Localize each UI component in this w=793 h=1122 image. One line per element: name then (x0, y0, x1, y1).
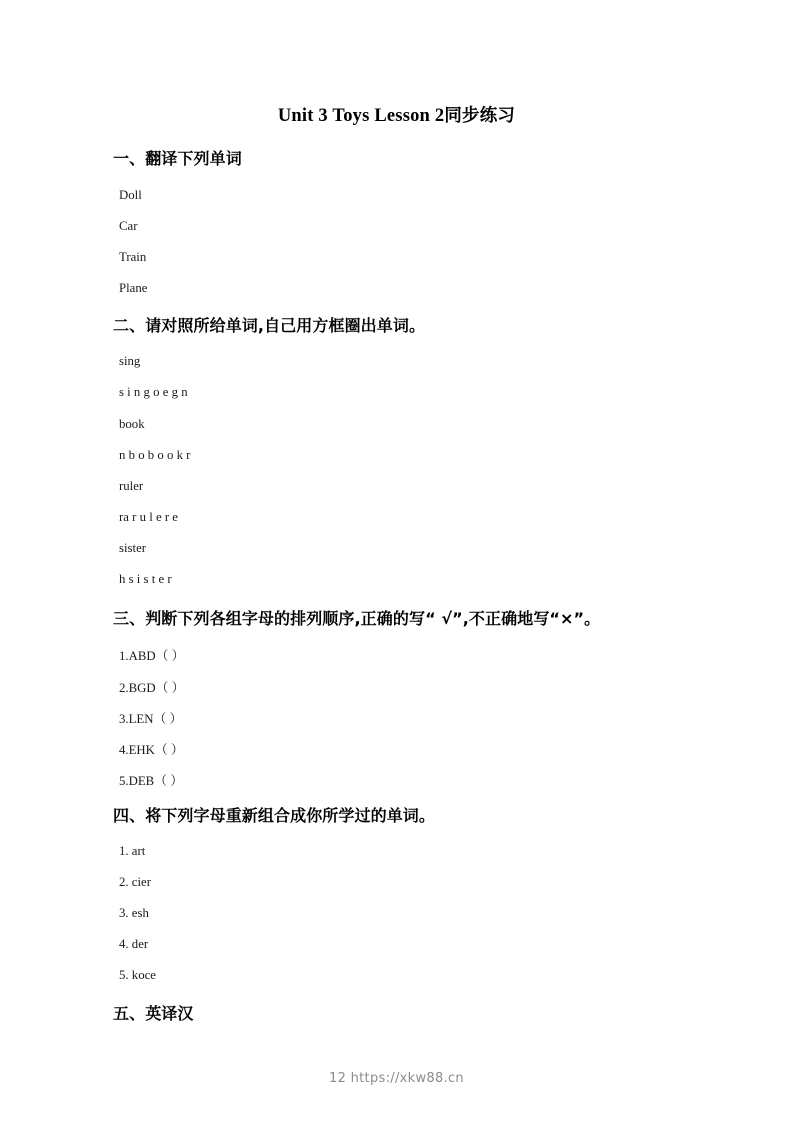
section-1-item-4: Plane (119, 281, 148, 295)
section-2-item-1: sing (119, 354, 141, 368)
section-heading-4: 四、将下列字母重新组合成你所学过的单词。 (113, 806, 436, 825)
section-2-item-4: n b o b o o k r (119, 448, 191, 462)
section-heading-3: 三、判断下列各组字母的排列顺序,正确的写“ √”,不正确地写“×”。 (113, 609, 601, 628)
section-2-item-6: ra r u l e r e (119, 510, 178, 524)
section-1-item-3: Train (119, 250, 147, 264)
section-4-item-1: 1. art (119, 844, 146, 858)
page-title-english: Unit 3 Toys Lesson 2 (277, 106, 445, 126)
section-3-item-2: 2.BGD（ ） (119, 681, 185, 695)
section-4-item-5: 5. koce (119, 968, 156, 982)
footer-watermark: 12 https://xkw88.cn (329, 1071, 464, 1086)
section-2-item-3: book (119, 417, 145, 431)
section-3-item-5: 5.DEB（ ） (119, 774, 183, 788)
section-1-item-2: Car (119, 219, 138, 233)
section-heading-2: 二、请对照所给单词,自己用方框圈出单词。 (113, 316, 426, 335)
section-heading-5: 五、英译汉 (113, 1004, 194, 1023)
section-4-item-2: 2. cier (119, 875, 151, 889)
section-heading-1: 一、翻译下列单词 (113, 149, 242, 168)
section-2-item-5: ruler (119, 479, 144, 493)
page-title-chinese: 同步练习 (444, 106, 516, 126)
page-title (0, 102, 793, 127)
section-3-item-1: 1.ABD（ ） (119, 649, 185, 663)
section-2-item-8: h s i s t e r (119, 572, 172, 586)
section-3-item-4: 4.EHK（ ） (119, 743, 184, 757)
section-2-item-2: s i n g o e g n (119, 385, 188, 399)
section-1-item-1: Doll (119, 188, 142, 202)
section-2-item-7: sister (119, 541, 147, 555)
section-4-item-3: 3. esh (119, 906, 149, 920)
section-3-item-3: 3.LEN（ ） (119, 712, 183, 726)
section-4-item-4: 4. der (119, 937, 149, 951)
